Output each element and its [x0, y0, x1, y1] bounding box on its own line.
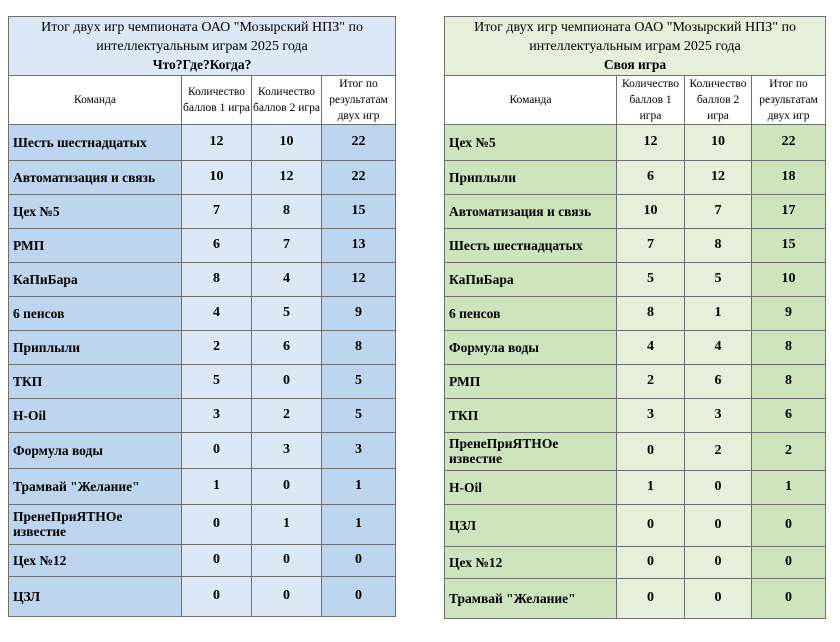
game2-score-cell: 6	[685, 364, 752, 398]
table-row	[9, 228, 396, 262]
team-name-cell: 6 пенсов	[9, 296, 182, 330]
table-title	[445, 17, 826, 76]
total-score-cell: 6	[752, 398, 826, 432]
table-row	[9, 576, 396, 616]
team-name-cell: ПренеПриЯТНОе известие	[9, 504, 182, 544]
table-row	[445, 470, 826, 504]
game2-score-cell: 8	[252, 194, 322, 228]
game2-score-cell: 4	[252, 262, 322, 296]
title-line-2: интеллектуальным играм 2025 года	[96, 38, 308, 54]
table-row	[445, 504, 826, 546]
table-row	[9, 432, 396, 468]
game2-score-cell: 7	[685, 194, 752, 228]
total-score-cell: 15	[322, 194, 396, 228]
table-row	[9, 194, 396, 228]
total-score-cell: 22	[322, 124, 396, 160]
table-row	[445, 398, 826, 432]
header-total: Итог по результатам двух игр	[322, 75, 396, 124]
game1-score-cell: 12	[617, 124, 685, 160]
game1-score-cell: 1	[617, 470, 685, 504]
team-name-cell: Автоматизация и связь	[445, 194, 617, 228]
team-name-cell: ЦЗЛ	[445, 504, 617, 546]
game1-score-cell: 3	[182, 398, 252, 432]
team-name-cell: Шесть шестнадцатых	[445, 228, 617, 262]
team-name-cell: Цех №5	[9, 194, 182, 228]
total-score-cell: 0	[752, 578, 826, 618]
team-name-cell: Цех №12	[9, 544, 182, 576]
game1-score-cell: 8	[182, 262, 252, 296]
header-row	[9, 75, 396, 124]
team-name-cell: Формула воды	[9, 432, 182, 468]
team-name-cell: Трамвай "Желание"	[9, 468, 182, 504]
header-game1: Количество баллов 1 игра	[182, 75, 252, 124]
game1-score-cell: 3	[617, 398, 685, 432]
game1-score-cell: 1	[182, 468, 252, 504]
total-score-cell: 8	[752, 364, 826, 398]
game2-score-cell: 12	[685, 160, 752, 194]
game2-score-cell: 0	[252, 468, 322, 504]
table-row	[9, 296, 396, 330]
total-score-cell: 22	[322, 160, 396, 194]
game1-score-cell: 0	[182, 432, 252, 468]
results-body	[445, 124, 826, 618]
title-line-2: интеллектуальным играм 2025 года	[529, 38, 741, 54]
table-row	[445, 578, 826, 618]
table-row	[445, 296, 826, 330]
game1-score-cell: 12	[182, 124, 252, 160]
team-name-cell: H-Oil	[445, 470, 617, 504]
total-score-cell: 9	[322, 296, 396, 330]
table-row	[445, 194, 826, 228]
team-name-cell: ЦЗЛ	[9, 576, 182, 616]
team-name-cell: КаПиБара	[445, 262, 617, 296]
total-score-cell: 12	[322, 262, 396, 296]
game1-score-cell: 0	[182, 544, 252, 576]
team-name-cell: Цех №5	[445, 124, 617, 160]
svoya-igra-results-panel	[444, 16, 825, 619]
total-score-cell: 8	[322, 330, 396, 364]
total-score-cell: 1	[322, 468, 396, 504]
game1-score-cell: 2	[182, 330, 252, 364]
chgk-results-table	[8, 16, 396, 617]
table-row	[445, 124, 826, 160]
total-score-cell: 9	[752, 296, 826, 330]
team-name-cell: 6 пенсов	[445, 296, 617, 330]
game1-score-cell: 7	[617, 228, 685, 262]
table-row	[9, 160, 396, 194]
total-score-cell: 0	[322, 576, 396, 616]
game2-score-cell: 0	[685, 470, 752, 504]
total-score-cell: 10	[752, 262, 826, 296]
total-score-cell: 5	[322, 398, 396, 432]
team-name-cell: Трамвай "Желание"	[445, 578, 617, 618]
results-body	[9, 124, 396, 616]
team-name-cell: РМП	[445, 364, 617, 398]
game1-score-cell: 0	[617, 578, 685, 618]
team-name-cell: Приплыли	[9, 330, 182, 364]
header-game2: Количество баллов 2 игра	[685, 75, 752, 124]
team-name-cell: КаПиБара	[9, 262, 182, 296]
game2-score-cell: 5	[685, 262, 752, 296]
svoya-igra-results-table	[444, 16, 826, 619]
total-score-cell: 0	[322, 544, 396, 576]
table-row	[9, 544, 396, 576]
table-row	[445, 330, 826, 364]
table-row	[445, 160, 826, 194]
table-row	[445, 262, 826, 296]
table-row	[445, 432, 826, 470]
total-score-cell: 15	[752, 228, 826, 262]
game-subtitle: Что?Где?Когда?	[152, 57, 252, 72]
table-row	[9, 124, 396, 160]
game1-score-cell: 8	[617, 296, 685, 330]
table-row	[445, 228, 826, 262]
game2-score-cell: 12	[252, 160, 322, 194]
table-title	[9, 17, 396, 76]
team-name-cell: РМП	[9, 228, 182, 262]
game2-score-cell: 0	[685, 578, 752, 618]
team-name-cell: ТКП	[445, 398, 617, 432]
total-score-cell: 1	[322, 504, 396, 544]
game-subtitle: Своя игра	[603, 57, 667, 72]
chgk-results-panel	[8, 16, 395, 617]
table-row	[9, 330, 396, 364]
total-score-cell: 3	[322, 432, 396, 468]
total-score-cell: 13	[322, 228, 396, 262]
game2-score-cell: 1	[252, 504, 322, 544]
table-row	[445, 364, 826, 398]
game2-score-cell: 10	[252, 124, 322, 160]
game1-score-cell: 6	[182, 228, 252, 262]
team-name-cell: H-Oil	[9, 398, 182, 432]
total-score-cell: 18	[752, 160, 826, 194]
game2-score-cell: 4	[685, 330, 752, 364]
game1-score-cell: 0	[617, 432, 685, 470]
total-score-cell: 17	[752, 194, 826, 228]
game1-score-cell: 7	[182, 194, 252, 228]
game2-score-cell: 10	[685, 124, 752, 160]
total-score-cell: 2	[752, 432, 826, 470]
game2-score-cell: 0	[252, 544, 322, 576]
game2-score-cell: 3	[685, 398, 752, 432]
total-score-cell: 0	[752, 546, 826, 578]
game2-score-cell: 2	[685, 432, 752, 470]
game1-score-cell: 2	[617, 364, 685, 398]
game2-score-cell: 7	[252, 228, 322, 262]
header-total: Итог по результатам двух игр	[752, 75, 826, 124]
team-name-cell: Формула воды	[445, 330, 617, 364]
team-name-cell: ТКП	[9, 364, 182, 398]
total-score-cell: 0	[752, 504, 826, 546]
game2-score-cell: 0	[685, 504, 752, 546]
header-game1: Количество баллов 1 игра	[617, 75, 685, 124]
game1-score-cell: 5	[182, 364, 252, 398]
table-row	[9, 364, 396, 398]
game2-score-cell: 0	[685, 546, 752, 578]
game1-score-cell: 6	[617, 160, 685, 194]
header-row	[445, 75, 826, 124]
table-row	[9, 504, 396, 544]
game1-score-cell: 0	[182, 504, 252, 544]
total-score-cell: 1	[752, 470, 826, 504]
header-game2: Количество баллов 2 игра	[252, 75, 322, 124]
team-name-cell: Автоматизация и связь	[9, 160, 182, 194]
table-row	[9, 468, 396, 504]
title-line-1: Итог двух игр чемпионата ОАО "Мозырский НПЗ" по	[474, 20, 796, 35]
table-row	[445, 546, 826, 578]
game1-score-cell: 10	[617, 194, 685, 228]
game1-score-cell: 0	[617, 504, 685, 546]
game2-score-cell: 1	[685, 296, 752, 330]
game2-score-cell: 5	[252, 296, 322, 330]
team-name-cell: Шесть шестнадцатых	[9, 124, 182, 160]
game1-score-cell: 0	[617, 546, 685, 578]
title-line-1: Итог двух игр чемпионата ОАО "Мозырский НПЗ" по	[41, 20, 363, 35]
team-name-cell: Приплыли	[445, 160, 617, 194]
game1-score-cell: 10	[182, 160, 252, 194]
total-score-cell: 8	[752, 330, 826, 364]
total-score-cell: 22	[752, 124, 826, 160]
game1-score-cell: 0	[182, 576, 252, 616]
game1-score-cell: 5	[617, 262, 685, 296]
team-name-cell: Цех №12	[445, 546, 617, 578]
game2-score-cell: 0	[252, 364, 322, 398]
game2-score-cell: 8	[685, 228, 752, 262]
game1-score-cell: 4	[617, 330, 685, 364]
table-row	[9, 398, 396, 432]
game2-score-cell: 6	[252, 330, 322, 364]
team-name-cell: ПренеПриЯТНОе известие	[445, 432, 617, 470]
game2-score-cell: 0	[252, 576, 322, 616]
total-score-cell: 5	[322, 364, 396, 398]
header-team: Команда	[9, 75, 182, 124]
game1-score-cell: 4	[182, 296, 252, 330]
game2-score-cell: 2	[252, 398, 322, 432]
table-row	[9, 262, 396, 296]
game2-score-cell: 3	[252, 432, 322, 468]
header-team: Команда	[445, 75, 617, 124]
